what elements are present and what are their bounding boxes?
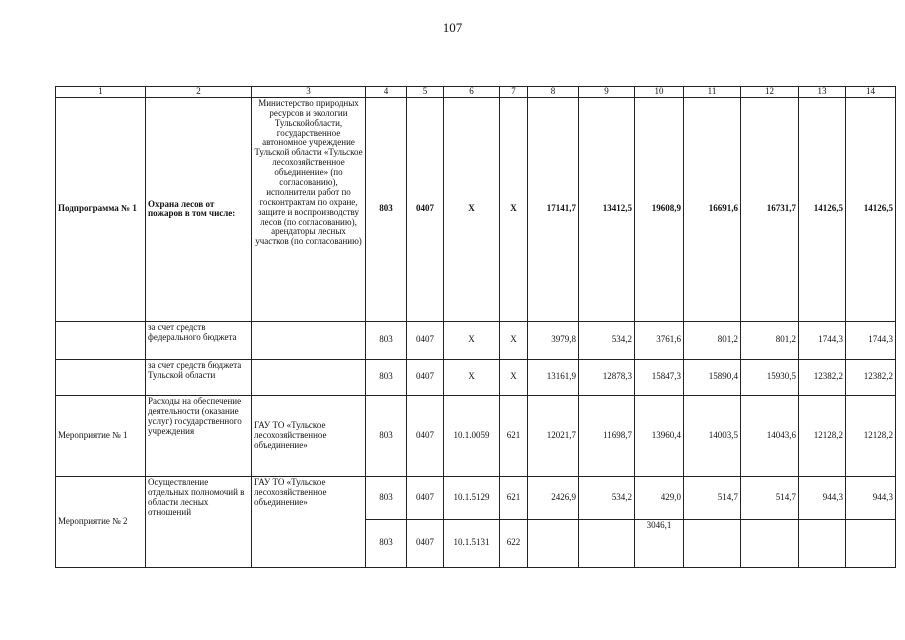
cell-rzpr: 0407 [407, 359, 444, 395]
cell-amount: 15847,3 [635, 359, 684, 395]
empty-cell [252, 321, 366, 359]
cell-amount: 1744,3 [846, 321, 896, 359]
budget-table [55, 86, 896, 568]
cell-amount: 2426,9 [528, 476, 579, 519]
cell-amount: 14003,5 [684, 395, 741, 476]
cell-amount [799, 519, 846, 567]
measure-description: Расходы на обеспечение деятельности (оказание услуг) государственного учреждения [146, 395, 252, 476]
cell-amount: 534,2 [579, 476, 635, 519]
cell-csr: 10.1.0059 [444, 395, 500, 476]
cell-rzpr: 0407 [407, 476, 444, 519]
cell-grbs: 803 [366, 359, 407, 395]
subprogram-description: Охрана лесов от пожаров в том числе: [146, 97, 252, 321]
header-cell: 2 [146, 87, 252, 98]
header-cell: 6 [444, 87, 500, 98]
responsible-executors: Министерство природных ресурсов и экологии Тульскойобласти, государственное автономное учреждение Тульской области «Тульское лесохозяйственное объединение» (по согласованию), исполнители работ по госконтрактам по охране, защите и воспроизводству лесов (по согласованию), арендаторы лесных участков (по согласованию) [252, 97, 366, 321]
cell-amount: 534,2 [579, 321, 635, 359]
header-cell: 8 [528, 87, 579, 98]
cell-amount [741, 519, 799, 567]
cell-amount: 12128,2 [846, 395, 896, 476]
cell-amount: 14126,5 [799, 97, 846, 321]
measure-name: Мероприятие № 1 [56, 395, 146, 476]
measure-executor: ГАУ ТО «Тульское лесохозяйственное объединение» [252, 395, 366, 476]
header-cell: 5 [407, 87, 444, 98]
cell-amount: 3761,6 [635, 321, 684, 359]
cell-amount: 11698,7 [579, 395, 635, 476]
header-cell: 11 [684, 87, 741, 98]
cell-vr: 622 [500, 519, 528, 567]
cell-grbs: 803 [366, 476, 407, 519]
cell-amount: 514,7 [741, 476, 799, 519]
cell-amount: 944,3 [846, 476, 896, 519]
cell-grbs: 803 [366, 395, 407, 476]
table-row-federal [56, 321, 896, 359]
cell-csr: 10.1.5129 [444, 476, 500, 519]
measure-name: Мероприятие № 2 [56, 476, 146, 567]
header-cell: 14 [846, 87, 896, 98]
header-cell: 9 [579, 87, 635, 98]
header-cell: 3 [252, 87, 366, 98]
cell-amount: 429,0 [635, 476, 684, 519]
measure-executor: ГАУ ТО «Тульское лесохозяйственное объединение» [252, 476, 366, 567]
cell-csr: X [444, 359, 500, 395]
cell-amount: 12878,3 [579, 359, 635, 395]
page-number: 107 [442, 20, 463, 35]
cell-amount: 12021,7 [528, 395, 579, 476]
cell-amount: 16731,7 [741, 97, 799, 321]
cell-amount: 13960,4 [635, 395, 684, 476]
cell-amount: 12128,2 [799, 395, 846, 476]
header-cell: 1 [56, 87, 146, 98]
cell-amount: 14043,6 [741, 395, 799, 476]
header-cell: 13 [799, 87, 846, 98]
cell-amount: 801,2 [741, 321, 799, 359]
cell-vr: 621 [500, 395, 528, 476]
header-cell: 12 [741, 87, 799, 98]
cell-amount: 14126,5 [846, 97, 896, 321]
cell-amount: 801,2 [684, 321, 741, 359]
table-row-regional [56, 359, 896, 395]
cell-csr: 10.1.5131 [444, 519, 500, 567]
cell-amount: 13161,9 [528, 359, 579, 395]
header-cell: 10 [635, 87, 684, 98]
cell-amount: 15930,5 [741, 359, 799, 395]
cell-amount [528, 519, 579, 567]
cell-grbs: 803 [366, 97, 407, 321]
cell-grbs: 803 [366, 519, 407, 567]
cell-amount: 17141,7 [528, 97, 579, 321]
cell-rzpr: 0407 [407, 395, 444, 476]
cell-amount: 13412,5 [579, 97, 635, 321]
cell-amount: 514,7 [684, 476, 741, 519]
cell-amount: 12382,2 [799, 359, 846, 395]
cell-vr: 621 [500, 476, 528, 519]
cell-amount [846, 519, 896, 567]
cell-rzpr: 0407 [407, 321, 444, 359]
cell-amount: 1744,3 [799, 321, 846, 359]
cell-amount: 15890,4 [684, 359, 741, 395]
cell-csr: X [444, 97, 500, 321]
measure-description: Осуществление отдельных полномочий в области лесных отношений [146, 476, 252, 567]
cell-amount: 3979,8 [528, 321, 579, 359]
cell-rzpr: 0407 [407, 97, 444, 321]
table-row-measure-2 [56, 476, 896, 519]
header-cell: 4 [366, 87, 407, 98]
subprogram-name: Подпрограмма № 1 [56, 97, 146, 321]
cell-amount: 12382,2 [846, 359, 896, 395]
cell-amount: 3046,1 [635, 519, 684, 567]
cell-amount [579, 519, 635, 567]
funding-source: за счет средств бюджета Тульской области [146, 359, 252, 395]
funding-source: за счет средств федерального бюджета [146, 321, 252, 359]
table-row-subprogram-1 [56, 97, 896, 321]
table-row-measure-1 [56, 395, 896, 476]
cell-vr: X [500, 97, 528, 321]
cell-amount: 16691,6 [684, 97, 741, 321]
cell-amount [684, 519, 741, 567]
cell-grbs: 803 [366, 321, 407, 359]
cell-vr: X [500, 359, 528, 395]
cell-rzpr: 0407 [407, 519, 444, 567]
cell-vr: X [500, 321, 528, 359]
header-cell: 7 [500, 87, 528, 98]
header-row [56, 87, 896, 98]
cell-amount: 19608,9 [635, 97, 684, 321]
empty-cell [56, 321, 146, 359]
cell-amount: 944,3 [799, 476, 846, 519]
cell-csr: X [444, 321, 500, 359]
empty-cell [252, 359, 366, 395]
empty-cell [56, 359, 146, 395]
